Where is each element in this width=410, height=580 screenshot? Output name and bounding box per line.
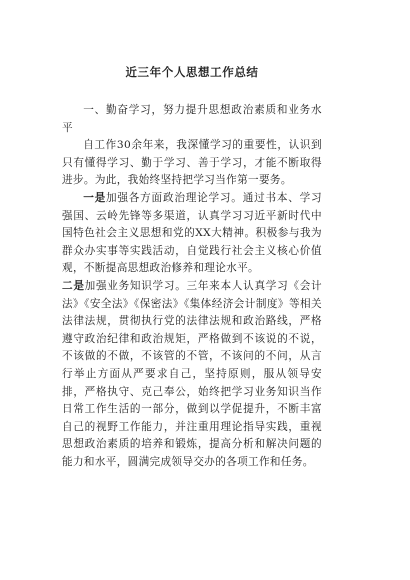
paragraph-intro: 自工作30余年来，我深懂学习的重要性，认识到只有懂得学习、勤于学习、善于学习，才能不断取得进步。为此，我始终坚持把学习当作第一要务。 <box>62 139 322 187</box>
paragraph-business-study <box>62 278 322 472</box>
paragraph-political-study <box>62 190 322 278</box>
paragraph-body: 加强各方面政治理论学习。通过书本、学习强国、云岭先锋等多渠道，认真学习习近平新时代中国特色社会主义思想和党的XX大精神。积极参与我为群众办实事等实践活动，自觉践行社会主义核心价值观，不断提高思想政治修养和理论水平。 <box>62 191 322 275</box>
section-heading: 一、勤奋学习，努力提升思想政治素质和业务水平 <box>62 104 322 134</box>
paragraph-body: 加强业务知识学习。三年来本人认真学习《会计法》《安全法》《保密法》《集体经济会计制度》等相关法律法规，贯彻执行党的法律法规和政治路线，严格遵守政治纪律和政治规矩，严格做到不该说的不说，不该做的不做，不该管的不管，不该问的不问，从言行举止方面从严要求自己，坚持原则，服从领导安排，严格执守、克己奉公，始终把学习业务知识当作日常工作生活的一部分，做到以学促提升，不断丰富自己的视野工作能力，并注重用理论指导实践，重视思想政治素质的培养和锻炼，提高分析和解决问题的能力和水平，圆满完成领导交办的各项工作和任务。 <box>62 279 322 468</box>
paragraph-lead: 二是 <box>62 279 85 292</box>
document-title: 近三年个人思想工作总结 <box>125 65 259 79</box>
paragraph-lead: 一是 <box>83 191 106 204</box>
